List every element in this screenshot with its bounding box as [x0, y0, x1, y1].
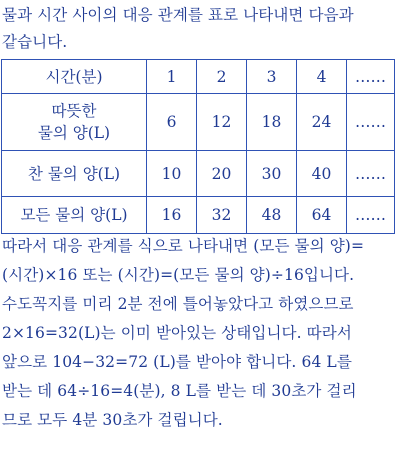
table-row-total-water	[2, 197, 395, 234]
table-cell: 10	[147, 151, 197, 197]
intro-line-1: 물과 시간 사이의 대응 관계를 표로 나타내면 다음과	[2, 6, 354, 24]
table-row-warm-water	[2, 94, 395, 151]
table-row-cold-water	[2, 151, 395, 197]
table-cell: 30	[247, 151, 297, 197]
table-cell: 24	[297, 94, 347, 151]
table-cell-ellipsis: ……	[347, 60, 395, 94]
row-label-text: 찬 물의 양(L)	[27, 164, 121, 183]
explanation-line-3: 수도꼭지를 미리 2분 전에 틀어놓았다고 하였으므로	[2, 295, 354, 313]
table-cell: 18	[247, 94, 297, 151]
correspondence-table	[1, 59, 395, 234]
explanation-line-7: 므로 모두 4분 30초가 걸립니다.	[2, 411, 223, 429]
table-cell: 64	[297, 197, 347, 234]
explanation-line-4: 2×16=32(L)는 이미 받아있는 상태입니다. 따라서	[2, 324, 352, 342]
table-cell: 1	[147, 60, 197, 94]
table-cell: 3	[247, 60, 297, 94]
explanation-line-6: 받는 데 64÷16=4(분), 8 L를 받는 데 30초가 걸리	[2, 382, 357, 400]
row-label-cold-water	[2, 151, 147, 197]
row-label-text: 모든 물의 양(L)	[20, 206, 128, 224]
table-cell: 4	[297, 60, 347, 94]
table-cell-ellipsis: ……	[347, 197, 395, 234]
table-cell-ellipsis: ……	[347, 94, 395, 151]
intro-paragraph	[0, 2, 400, 56]
intro-line-2: 같습니다.	[2, 33, 68, 51]
explanation-line-1: 따라서 대응 관계를 식으로 나타내면 (모든 물의 양)=	[2, 237, 365, 255]
table-cell: 12	[197, 94, 247, 151]
row-label-time	[2, 60, 147, 94]
explanation-line-5: 앞으로 104−32=72 (L)를 받아야 합니다. 64 L를	[2, 353, 352, 371]
table-cell: 16	[147, 197, 197, 234]
table-cell: 32	[197, 197, 247, 234]
table-cell: 48	[247, 197, 297, 234]
table-row-time	[2, 60, 395, 94]
row-label-text: 따뜻한	[51, 102, 97, 120]
explanation-line-2: (시간)×16 또는 (시간)=(모든 물의 양)÷16입니다.	[2, 266, 355, 284]
explanation-paragraph	[0, 232, 400, 435]
row-label-text: 시간(분)	[45, 67, 103, 86]
row-label-warm-water	[2, 94, 147, 151]
table-cell: 20	[197, 151, 247, 197]
table-cell: 2	[197, 60, 247, 94]
row-label-total-water	[2, 197, 147, 234]
row-label-text: 물의 양(L)	[37, 124, 111, 142]
table-cell: 6	[147, 94, 197, 151]
table-cell-ellipsis: ……	[347, 151, 395, 197]
table-cell: 40	[297, 151, 347, 197]
